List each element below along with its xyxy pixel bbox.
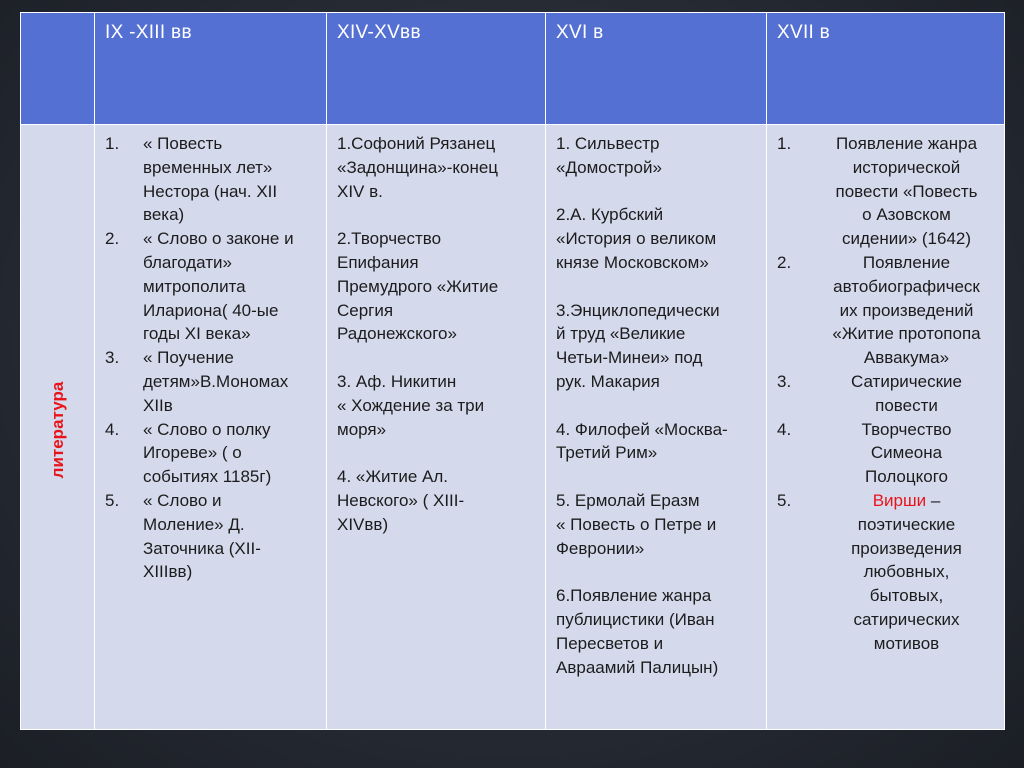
list-item-text: « Поучение детям»В.Мономах XIIв bbox=[143, 348, 289, 415]
list-item-text: Появление автобиографическ их произведений «Житие протопопа Аввакума» bbox=[832, 252, 981, 368]
header-cell-17: XVII в bbox=[767, 13, 1005, 125]
paragraph: 5. Ермолай Еразм « Повесть о Петре и Февронии» bbox=[556, 490, 717, 558]
paragraph: 3.Энциклопедически й труд «Великие Четьи-Минеи» под рук. Макария bbox=[556, 300, 720, 391]
list-item: 3. Сатирические повести bbox=[777, 370, 998, 418]
header-empty-cell bbox=[21, 13, 95, 125]
virshi-highlight: Вирши bbox=[872, 490, 927, 510]
list-item: 5. « Слово и Моление» Д. Заточника (XII- XIIIвв) bbox=[105, 489, 320, 584]
item5-text: Вирши – поэтические произведения любовных, бытовых, сатирических мотивов bbox=[851, 490, 962, 653]
list-item: 2. Появление автобиографическ их произведений «Житие протопопа Аввакума» bbox=[777, 251, 998, 370]
list-item: 3. « Поучение детям»В.Мономах XIIв bbox=[105, 346, 320, 417]
list-item-text: « Повесть временных лет» Нестора (нач. XII века) bbox=[143, 134, 278, 225]
paragraph: 4. «Житие Ал. Невского» ( XIII- XIVвв) bbox=[337, 467, 465, 534]
list-item-text: « Слово и Моление» Д. Заточника (XII- XIIIвв) bbox=[143, 490, 261, 582]
header-cell-16: XVI в bbox=[546, 13, 767, 125]
col1-list bbox=[95, 125, 326, 584]
paragraph: 2.А. Курбский «История о великом князе Московском» bbox=[556, 205, 717, 272]
list-item-text: Появление жанра исторической повести «Повесть о Азовском сидении» (1642) bbox=[835, 134, 978, 249]
list-item-text: Творчество Симеона Полоцкого bbox=[861, 419, 952, 487]
paragraph: 2.Творчество Епифания Премудрого «Житие Сергия Радонежского» bbox=[337, 229, 499, 344]
list-item: 5. Вирши – поэтические произведения любовных, бытовых, сатирических мотивов bbox=[777, 489, 998, 656]
cell-9-13-centuries bbox=[95, 125, 327, 730]
header-cell-14-15: XIV-XVвв bbox=[327, 13, 546, 125]
literature-table bbox=[20, 12, 1005, 730]
row-label: литература bbox=[47, 381, 67, 479]
paragraph: 3. Аф. Никитин « Хождение за три моря» bbox=[337, 371, 485, 439]
list-item-text: « Слово о полку Игореве» ( о событиях 1185г) bbox=[143, 419, 272, 487]
list-item-text: Сатирические повести bbox=[851, 371, 962, 415]
col4-list bbox=[767, 125, 1004, 656]
list-item: 1. Появление жанра исторической повести «Повесть о Азовском сидении» (1642) bbox=[777, 132, 998, 251]
paragraph: 4. Филофей «Москва- Третий Рим» bbox=[556, 419, 728, 463]
paragraph: 1. Сильвестр «Домострой» bbox=[556, 134, 662, 177]
cell-16-century bbox=[546, 125, 767, 730]
col2-paragraphs bbox=[327, 125, 545, 537]
header-row bbox=[21, 13, 1005, 125]
list-item: 1. « Повесть временных лет» Нестора (нач. XII века) bbox=[105, 132, 320, 227]
list-item: 2. « Слово о законе и благодати» митрополита Илариона( 40-ые годы XI века» bbox=[105, 227, 320, 346]
list-item: 4. Творчество Симеона Полоцкого bbox=[777, 418, 998, 489]
header-cell-9-13: IX -XIII вв bbox=[95, 13, 327, 125]
list-item: 4. « Слово о полку Игореве» ( о событиях 1185г) bbox=[105, 418, 320, 489]
row-label-cell bbox=[21, 125, 95, 730]
col3-paragraphs bbox=[546, 125, 766, 679]
cell-17-century bbox=[767, 125, 1005, 730]
literature-row bbox=[21, 125, 1005, 730]
cell-14-15-centuries bbox=[327, 125, 546, 730]
paragraph: 6.Появление жанра публицистики (Иван Пересветов и Авраамий Палицын) bbox=[556, 586, 719, 677]
list-item-text: « Слово о законе и благодати» митрополита Илариона( 40-ые годы XI века» bbox=[143, 229, 294, 344]
paragraph: 1.Софоний Рязанец «Задонщина»-конец XIV в. bbox=[337, 134, 499, 201]
